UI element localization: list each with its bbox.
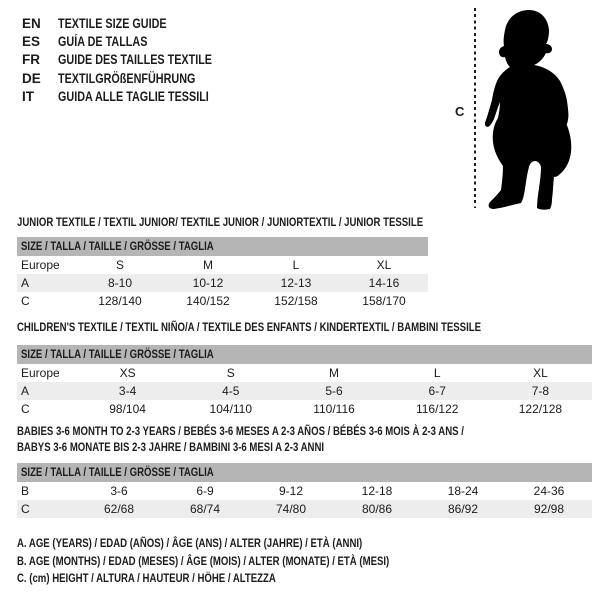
row-label-cell: B [21, 484, 30, 498]
table-title-text: CHILDREN'S TEXTILE / TEXTIL NIÑO/A / TEXTILE DES ENFANTS / KINDERTEXTIL / BAMBINI TESSILE [17, 320, 482, 334]
size-cell: 3-6 [110, 484, 128, 498]
size-cell: 92/98 [533, 502, 565, 516]
row-label-cell: C [21, 402, 30, 416]
size-cell: 158/170 [362, 294, 406, 308]
language-code: ES [22, 34, 41, 50]
size-cell: 14-16 [368, 276, 400, 290]
row-label-cell: C [21, 502, 30, 516]
size-cell: 18-24 [447, 484, 479, 498]
size-cell: 4-5 [222, 384, 240, 398]
size-cell: L [292, 258, 300, 272]
size-cell: S [115, 258, 124, 272]
row-label-cell: Europe [21, 258, 60, 272]
size-cell: L [433, 366, 441, 380]
size-cell: 9-12 [278, 484, 304, 498]
language-row [22, 88, 251, 106]
size-cell: 3-4 [118, 384, 137, 398]
size-cell: 128/140 [98, 294, 142, 308]
language-row [22, 32, 251, 50]
table-title-children [17, 320, 597, 334]
table-row [17, 292, 428, 310]
legend-text: B. AGE (MONTHS) / EDAD (MESES) / ÂGE (MOIS) / ALTER (MONATE) / ETÀ (MESI) [17, 553, 390, 568]
table-row [17, 274, 428, 292]
table-babies [17, 463, 592, 518]
language-code: IT [22, 89, 34, 105]
height-measure-line [474, 8, 476, 208]
size-cell: XS [119, 366, 136, 380]
size-cell: 12-13 [280, 276, 312, 290]
table-title-text: BABYS 3-6 MONATE BIS 2-3 JAHRE / BAMBINI 3-6 MESI A 2-3 ANNI [17, 440, 325, 454]
row-label-cell: Europe [21, 366, 60, 380]
row-label-cell: A [21, 276, 30, 290]
size-cell: 122/128 [518, 402, 563, 416]
language-title-list [22, 14, 251, 106]
size-cell: 6-7 [428, 384, 446, 398]
size-cell: M [203, 258, 213, 272]
language-code: FR [22, 52, 40, 68]
size-cell: 116/122 [415, 402, 459, 416]
table-row [17, 364, 592, 382]
row-label-cell: C [21, 294, 30, 308]
language-code: EN [22, 15, 41, 31]
table-row [17, 500, 592, 518]
size-cell: XL [533, 366, 548, 380]
size-cell: 68/74 [189, 502, 221, 516]
legend-line-a [17, 536, 482, 554]
table-children [17, 345, 592, 418]
size-cell: S [226, 366, 235, 380]
legend-line-c [17, 571, 482, 589]
legend-text: C. (cm) HEIGHT / ALTURA / HAUTEUR / HÖHE / ALTEZZA [17, 571, 276, 585]
height-measure-label: C [455, 104, 465, 119]
guide-title: GUIDA ALLE TAGLIE TESSILI [58, 89, 209, 105]
table-header-text: SIZE / TALLA / TAILLE / GRÖSSE / TAGLIA [21, 465, 214, 479]
baby-silhouette-icon [485, 8, 575, 210]
size-cell: 24-36 [533, 484, 565, 498]
size-cell: 6-9 [196, 484, 214, 498]
size-cell: M [329, 366, 339, 380]
size-cell: 98/104 [109, 402, 146, 416]
size-cell: 74/80 [275, 502, 307, 516]
size-cell: 152/158 [274, 294, 318, 308]
guide-title: TEXTILGRÖßENFÜHRUNG [58, 70, 196, 86]
table-title-babies-line2 [17, 440, 401, 454]
size-cell: 5-6 [325, 384, 343, 398]
legend-line-b [17, 554, 482, 572]
table-title-babies-line1 [17, 424, 576, 438]
guide-title: GUÍA DE TALLAS [58, 34, 148, 50]
table-row [17, 400, 592, 418]
table-row [17, 256, 428, 274]
table-title-text: JUNIOR TEXTILE / TEXTIL JUNIOR/ TEXTILE JUNIOR / JUNIORTEXTIL / JUNIOR TESSILE [17, 215, 424, 229]
size-cell: 12-18 [361, 484, 393, 498]
table-title-junior [17, 215, 525, 229]
size-cell: 80/86 [361, 502, 393, 516]
table-row [17, 382, 592, 400]
size-cell: 10-12 [192, 276, 224, 290]
table-junior [17, 237, 428, 310]
size-cell: XL [376, 258, 392, 272]
size-cell: 140/152 [186, 294, 230, 308]
language-row [22, 69, 251, 87]
size-cell: 7-8 [531, 384, 550, 398]
table-title-text: BABIES 3-6 MONTH TO 2-3 YEARS / BEBÉS 3-6 MESES A 2-3 AÑOS / BÉBÉS 3-6 MOIS À 2-3 ANS / [17, 424, 464, 438]
table-header-text: SIZE / TALLA / TAILLE / GRÖSSE / TAGLIA [21, 239, 214, 253]
size-cell: 86/92 [447, 502, 479, 516]
size-cell: 104/110 [209, 402, 253, 416]
size-cell: 62/68 [103, 502, 135, 516]
table-header-bar [17, 237, 428, 256]
table-header-bar [17, 345, 592, 364]
guide-title: GUIDE DES TAILLES TEXTILE [58, 52, 213, 68]
measurement-legend [17, 536, 482, 589]
table-header-bar [17, 463, 592, 482]
table-header-text: SIZE / TALLA / TAILLE / GRÖSSE / TAGLIA [21, 347, 214, 361]
language-code: DE [22, 70, 41, 86]
size-cell: 8-10 [107, 276, 133, 290]
legend-text: A. AGE (YEARS) / EDAD (AÑOS) / ÂGE (ANS) / ALTER (JAHRE) / ETÀ (ANNI) [17, 536, 363, 550]
language-row [22, 51, 251, 69]
guide-title: TEXTILE SIZE GUIDE [58, 15, 167, 31]
row-label-cell: A [21, 384, 30, 398]
table-row [17, 482, 592, 500]
language-row [22, 14, 251, 32]
size-cell: 110/116 [313, 402, 355, 416]
